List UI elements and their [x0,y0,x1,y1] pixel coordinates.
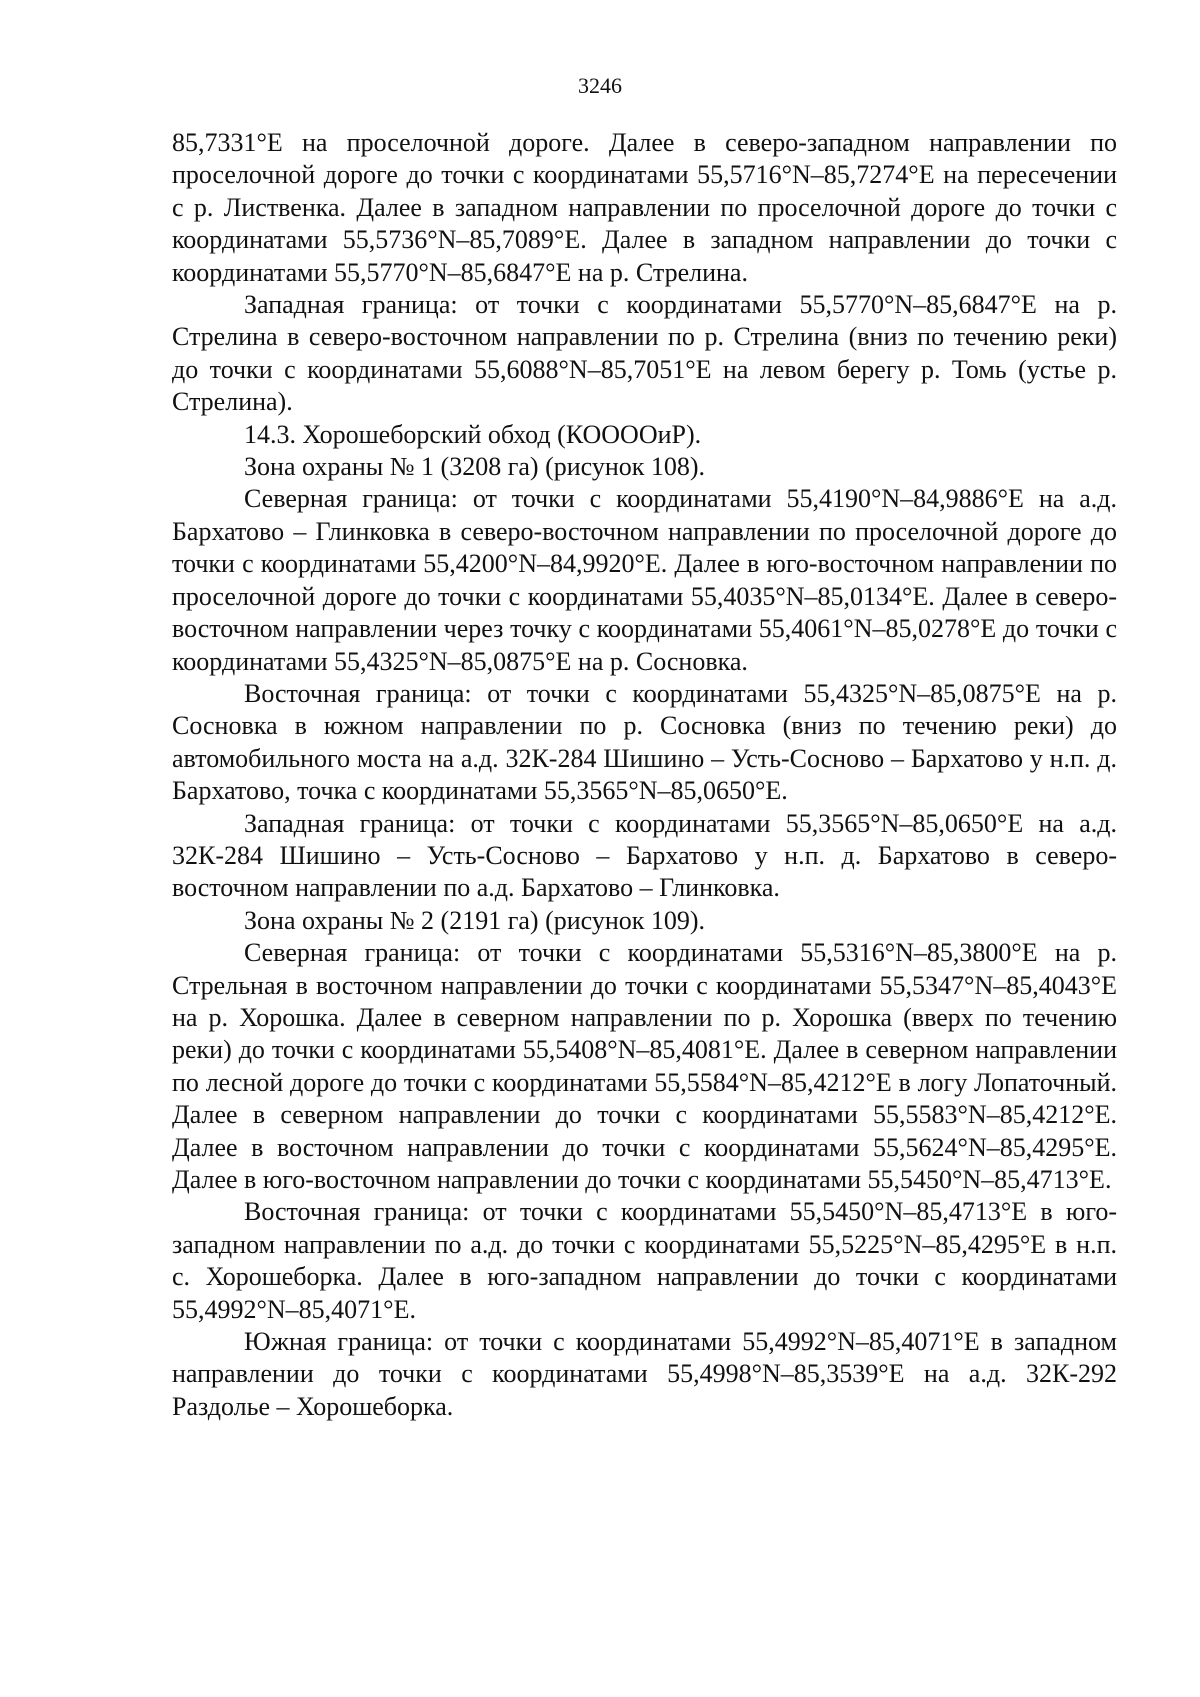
zone-heading: Зона охраны № 2 (2191 га) (рисунок 109). [244,905,706,935]
paragraph: Восточная граница: от точки с координатами 55,4325°N–85,0875°E на р. Сосновка в южном направлении по р. Сосновка (вниз по течению реки) до автомобильного моста на а.д. 32К-284 Шишино – Усть-Сосново – Бархатово у н.п. д. Бархатово, точка с координатами 55,3565°N–85,0650°E. [172,678,1117,806]
page-number: 3246 [578,73,622,98]
paragraph: Западная граница: от точки с координатами 55,5770°N–85,6847°E на р. Стрелина в северо-восточном направлении по р. Стрелина (вниз по течению реки) до точки с координатами 55,6088°N–85,7051°E на левом берегу р. Томь (устье р. Стрелина). [172,290,1117,417]
paragraph: Северная граница: от точки с координатами 55,5316°N–85,3800°E на р. Стрельная в восточном направлении до точки с координатами 55,5347°N–85,4043°E на р. Хорошка. Далее в северном направлении по р. Хорошка (вверх по течению реки) до точки с координатами 55,5408°N–85,4081°E. Далее в северном направлении по лесной дороге до точки с координатами 55,5584°N–85,4212°E в логу Лопаточный. Далее в северном направлении до точки с координатами 55,5583°N–85,4212°E. Далее в восточном направлении до точки с координатами 55,5624°N–85,4295°E. Далее в юго-восточном направлении до точки с координатами 55,5450°N–85,4713°E. [172,938,1117,1194]
paragraph: 85,7331°E на проселочной дороге. Далее в северо-западном направлении по проселочной дороге до точки с координатами 55,5716°N–85,7274°E на пересечении с р. Лиственка. Далее в западном направлении по проселочной дороге до точки с координатами 55,5736°N–85,7089°E. Далее в западном направлении до точки с координатами 55,5770°N–85,6847°E на р. Стрелина. [172,128,1117,287]
paragraph: Восточная граница: от точки с координатами 55,5450°N–85,4713°E в юго-западном направлении по а.д. до точки с координатами 55,5225°N–85,4295°E в н.п. с. Хорошеборка. Далее в юго-западном направлении до точки с координатами 55,4992°N–85,4071°E. [172,1197,1117,1324]
paragraph: Западная граница: от точки с координатами 55,3565°N–85,0650°E на а.д. 32К-284 Шишино – Усть-Сосново – Бархатово у н.п. д. Бархатово в северо-восточном направлении по а.д. Бархатово – Глинковка. [172,808,1117,903]
paragraph: Северная граница: от точки с координатами 55,4190°N–84,9886°E на а.д. Бархатово – Глинковка в северо-восточном направлении по проселочной дороге до точки с координатами 55,4200°N–84,9920°E. Далее в юго-восточном направлении по проселочной дороге до точки с координатами 55,4035°N–85,0134°E. Далее в северо-восточном направлении через точку с координатами 55,4061°N–85,0278°E до точки с координатами 55,4325°N–85,0875°E на р. Сосновка. [172,484,1117,676]
paragraph: Южная граница: от точки с координатами 55,4992°N–85,4071°E в западном направлении до точки с координатами 55,4998°N–85,3539°E на а.д. 32К-292 Раздолье – Хорошеборка. [172,1327,1117,1421]
section-heading: 14.3. Хорошеборский обход (КООООиР). [244,419,702,449]
document-body [172,127,1117,1423]
zone-heading: Зона охраны № 1 (3208 га) (рисунок 108). [244,452,706,482]
